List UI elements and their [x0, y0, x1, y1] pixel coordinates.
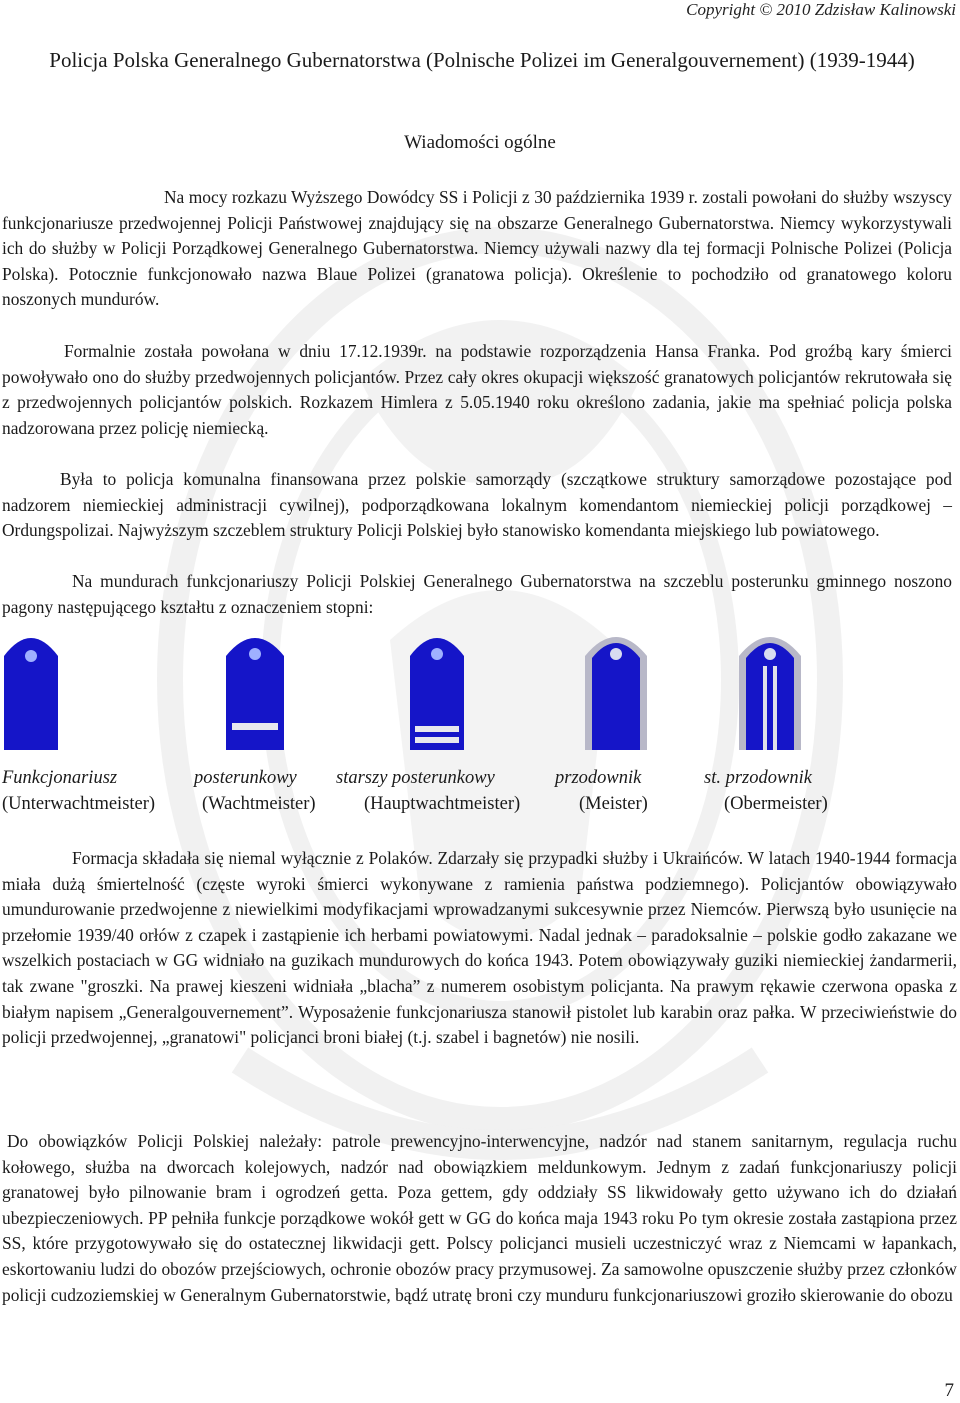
- rank-german-name: (Wachtmeister): [202, 794, 316, 814]
- rank-name: Funkcjonariusz: [2, 768, 118, 788]
- rank-german-name: (Obermeister): [724, 794, 828, 814]
- paragraph-epaulets: Na mundurach funkcjonariuszy Policji Polskiej Generalnego Gubernatorstwa na szczeblu posterunku gminnego noszono pagony następującego kształtu z oznaczeniem stopni:: [2, 571, 952, 617]
- epaulet-posterunkowy: [222, 622, 288, 750]
- section-heading: Wiadomości ogólne: [404, 132, 556, 153]
- paragraph-structure: Była to policja komunalna finansowana przez polskie samorządy (szczątkowe struktury samorządowe pozostające pod nadzorem niemieckiej administracji cywilnej), podporządkowana lokalnym komendantom niemieckiej policji porządkowej – Ordungspolizai. Najwyższym szczeblem struktury Policji Polskiej było stanowisko komendanta miejskiego lub powiatowego.: [2, 469, 952, 541]
- rank-name: przodownik: [555, 768, 642, 788]
- rank-name: st. przodownik: [704, 768, 812, 788]
- rank-german-name: (Unterwachtmeister): [2, 794, 156, 814]
- epaulet-st-przodownik: [737, 622, 803, 750]
- rank-german-name: (Hauptwachtmeister): [364, 794, 521, 814]
- paragraph-uniforms: Formacja składała się niemal wyłącznie z Polaków. Zdarzały się przypadki służby i Ukraińców. W latach 1940-1944 formacja miała dużą śmiertelność (częste wyroki śmierci wykonywane z ramienia państwa podziemnego). Policjantów obowiązywało umundurowanie przedwojenne z niewielkimi modyfikacjami wprowadzanymi sukcesywnie przez Niemców. Pierwszą było usunięcie na przełomie 1939/40 orłów z czapek i zastąpienie ich herbami powiatowymi. Nadal jednak – paradoksalnie – polskie godło zakazane we wszelkich postaciach w GG widniało na guzikach mundurowych do końca 1943. Potem obowiązywały guziki niemieckiej żandarmerii, tak zwane "groszki. Na prawej kieszeni widniała „blacha” z numerem osobistym policjanta. Na prawym rękawie czerwona opaska z białym napisem „Generalgouvernement”. Wyposażenie funkcjonariusza stanowił pistolet lub karabin oraz pałka. W przeciwieństwie do policji przedwojennej, „granatowi" policjanci broni białej (t.j. szabel i bagnetów) nie nosili.: [2, 848, 957, 1048]
- rank-name: posterunkowy: [194, 768, 297, 788]
- epaulet-przodownik: [583, 622, 649, 750]
- epaulet-funkcjonariusz: [0, 622, 62, 750]
- paragraph-intro: Na mocy rozkazu Wyższego Dowódcy SS i Policji z 30 października 1939 r. zostali powołani do służby wszyscy funkcjonariusze przedwojennej Policji Państwowej znajdujący się na obszarze Generalnego Gubernatorstwa. Niemcy wykorzystywali ich do służby w Policji Porządkowej Generalnego Gubernatorstwa. Niemcy używali nazwy dla tej formacji Polnische Polizei (Policja Polska). Potocznie funkcjonowało nazwa Blaue Polizei (granatowa policja). Określenie to pochodziło od granatowego koloru noszonych mundurów.: [2, 187, 952, 310]
- document-title: Policja Polska Generalnego Gubernatorstwa (Polnische Polizei im Generalgouvernement) (1939-1944): [49, 48, 915, 72]
- copyright-notice: Copyright © 2010 Zdzisław Kalinowski: [686, 0, 956, 19]
- epaulet-starszy-posterunkowy: [406, 622, 468, 750]
- rank-german-name: (Meister): [579, 794, 648, 814]
- paragraph-formation: Formalnie została powołana w dniu 17.12.1939r. na podstawie rozporządzenia Hansa Franka. Pod groźbą kary śmierci powoływało ono do służby przedwojennych policjantów. Przez cały okres okupacji większość granatowych policjantów rekrutowała się z przedwojennych policjantów polskich. Rozkazem Himlera z 5.05.1940 roku określono zadania, jakie ma spełniać policja polska nadzorowana przez policję niemiecką.: [2, 341, 952, 438]
- paragraph-duties: Do obowiązków Policji Polskiej należały: patrole prewencyjno-interwencyjne, nadzór nad stanem sanitarnym, regulacja ruchu kołowego, służba na dworcach kolejowych, nadzór nad obowiązkiem meldunkowym. Jednym z zadań funkcjonariuszy policji granatowej było pilnowanie bram i ogrodzeń getta. Poza gettem, gdy oddziały SS likwidowały getto używano ich do działań ubezpieczeniowych. PP pełniła funkcje porządkowe wokół gett w GG do końca maja 1943 roku Po tym okresie została zastąpiona przez SS, które przygotowywało się do ostatecznej likwidacji gett. Polscy policjanci musieli uczestniczyć wraz z Niemcami w łapankach, eskortowaniu ludzi do obozów przejściowych, ochronie obozów pracy przymusowej. Za samowolne opuszczenie służby przez członków policji cudzoziemskiej w Generalnym Gubernatorstwie, bądź utratę broni czy munduru funkcjonariuszowi groziło skierowanie do obozu: [2, 1131, 957, 1305]
- page-number: 7: [944, 1380, 954, 1401]
- rank-name: starszy posterunkowy: [336, 768, 495, 788]
